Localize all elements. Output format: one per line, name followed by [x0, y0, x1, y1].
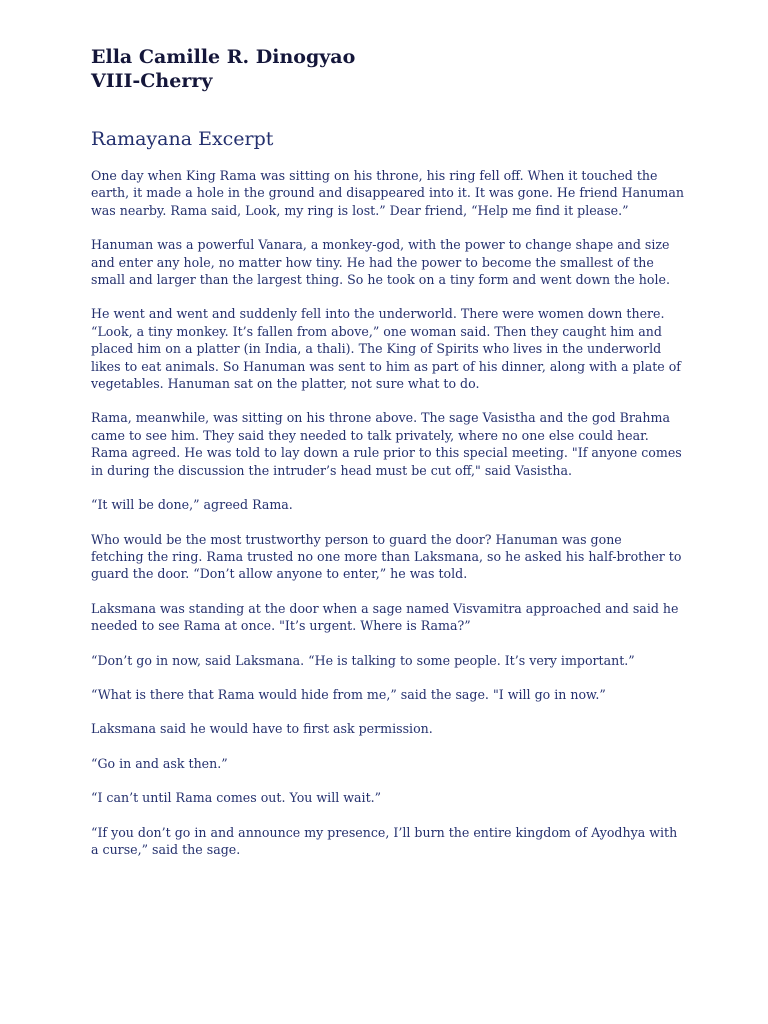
paragraph: [91, 167, 691, 219]
paragraph: [91, 755, 691, 772]
author-block: [91, 45, 355, 93]
paragraph-line: “What is there that Rama would hide from me,” said the sage. "I will go in now.”: [91, 686, 606, 702]
paragraph-line: came to see him. They said they needed to talk privately, where no one else could hear.: [91, 427, 649, 443]
paragraph: [91, 496, 691, 513]
paragraph-line: needed to see Rama at once. "It’s urgent. Where is Rama?”: [91, 618, 471, 634]
paragraph: [91, 824, 691, 859]
paragraph: [91, 789, 691, 806]
document-body: [91, 167, 691, 875]
paragraph-line: One day when King Rama was sitting on his throne, his ring fell off. When it touched the: [91, 168, 658, 183]
paragraph-line: vegetables. Hanuman sat on the platter, not sure what to do.: [91, 376, 480, 392]
paragraph-line: “Look, a tiny monkey. It’s fallen from above,” one woman said. Then they caught him and: [91, 323, 662, 339]
paragraph-line: “If you don’t go in and announce my presence, I’ll burn the entire kingdom of Ayodhya with: [91, 824, 678, 840]
paragraph-line: He went and went and suddenly fell into the underworld. There were women down there.: [91, 306, 665, 322]
paragraph: [91, 305, 691, 392]
paragraph-line: “Go in and ask then.”: [91, 755, 228, 771]
paragraph-line: a curse,” said the sage.: [91, 841, 241, 857]
paragraph-line: Rama, meanwhile, was sitting on his throne above. The sage Vasistha and the god Brahma: [91, 410, 670, 426]
paragraph-line: small and larger than the largest thing. So he took on a tiny form and went down the hole.: [91, 272, 670, 288]
paragraph-line: Laksmana said he would have to first ask permission.: [91, 721, 433, 737]
paragraph: [91, 409, 691, 479]
paragraph-line: fetching the ring. Rama trusted no one more than Laksmana, so he asked his half-brother to: [91, 548, 682, 564]
paragraph-line: Laksmana was standing at the door when a sage named Visvamitra approached and said he: [91, 600, 679, 616]
document-title: Ramayana Excerpt: [91, 128, 274, 150]
paragraph-line: “I can’t until Rama comes out. You will wait.”: [91, 790, 382, 806]
paragraph-line: was nearby. Rama said, Look, my ring is lost.” Dear friend, “Help me find it please.”: [91, 202, 629, 218]
paragraph-line: Rama agreed. He was told to lay down a rule prior to this special meeting. "If anyone comes: [91, 445, 682, 461]
paragraph-line: and enter any hole, no matter how tiny. He had the power to become the smallest of the: [91, 254, 654, 270]
paragraph-line: in during the discussion the intruder’s head must be cut off," said Vasistha.: [91, 462, 572, 478]
paragraph-line: Who would be the most trustworthy person to guard the door? Hanuman was gone: [91, 531, 622, 547]
paragraph-line: likes to eat animals. So Hanuman was sent to him as part of his dinner, along with a plate of: [91, 358, 681, 374]
paragraph-line: earth, it made a hole in the ground and disappeared into it. It was gone. He friend Hanuman: [91, 185, 684, 201]
paragraph-line: placed him on a platter (in India, a thali). The King of Spirits who lives in the underworld: [91, 341, 662, 357]
paragraph: [91, 531, 691, 583]
paragraph: [91, 600, 691, 635]
paragraph: [91, 652, 691, 669]
author-name: Ella Camille R. Dinogyao: [91, 46, 356, 68]
paragraph: [91, 720, 691, 737]
paragraph-line: Hanuman was a powerful Vanara, a monkey-god, with the power to change shape and size: [91, 237, 670, 253]
paragraph-line: “It will be done,” agreed Rama.: [91, 497, 293, 513]
paragraph-line: “Don’t go in now, said Laksmana. “He is talking to some people. It’s very important.”: [91, 652, 635, 668]
class-section: VIII-Cherry: [91, 70, 213, 92]
paragraph: [91, 236, 691, 288]
paragraph-line: guard the door. “Don’t allow anyone to enter,” he was told.: [91, 566, 468, 582]
paragraph: [91, 686, 691, 703]
